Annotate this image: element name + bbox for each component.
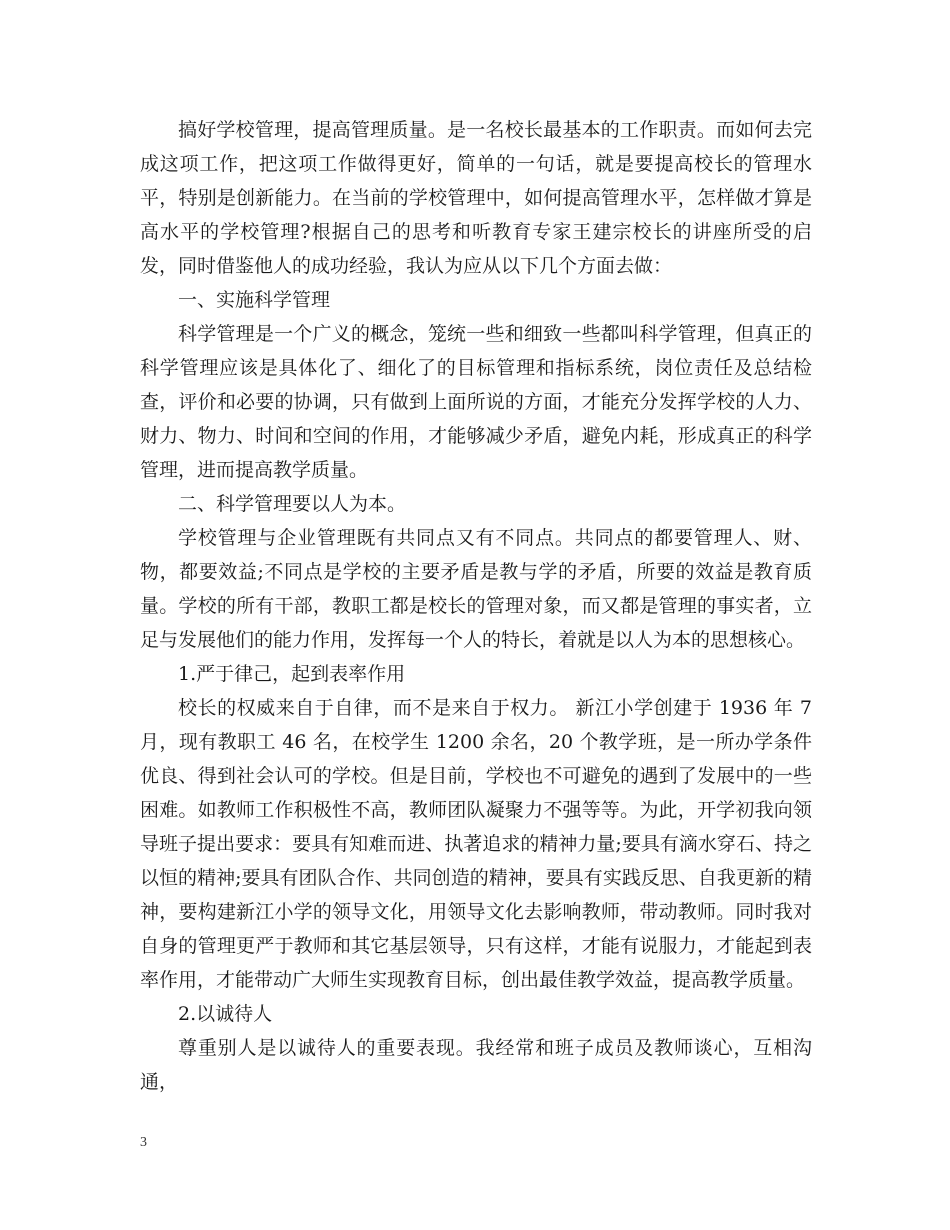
section-heading-1: 一、实施科学管理	[178, 289, 331, 311]
paragraph-intro: 搞好学校管理，提高管理质量。是一名校长最基本的工作职责。而如何去完成这项工作，把这项工作做得更好，简单的一句话，就是要提高校长的管理水平，特别是创新能力。在当前的学校管理中，如何提高管理水平，怎样做才算是高水平的学校管理?根据自己的思考和听教育专家王建宗校长的讲座所受的启发，同时借鉴他人的成功经验，我认为应从以下几个方面去做：	[140, 119, 812, 277]
paragraph-self-discipline: 校长的权威来自于自律，而不是来自于权力。 新江小学创建于 1936 年 7 月，现有教职工 46 名，在校学生 1200 余名，20 个教学班，是一所办学条件优良、得到社会认可的学校。但是目前，学校也不可避免的遇到了发展中的一些困难。如教师工作积极性不高，教师团队凝聚力不强等等。为此，开学初我向领导班子提出要求：要具有知难而进、执著追求的精神力量;要具有滴水穿石、持之以恒的精神;要具有团队合作、共同创造的精神，要具有实践反思、自我更新的精神，要构建新江小学的领导文化，用领导文化去影响教师，带动教师。同时我对自身的管理更严于教师和其它基层领导，只有这样，才能有说服力，才能起到表率作用，才能带动广大师生实现教育目标，创出最佳教学效益，提高教学质量。	[140, 697, 812, 991]
subheading-1: 1.严于律己，起到表率作用	[178, 663, 406, 685]
body-text	[140, 113, 812, 1099]
page-number: 3	[140, 1135, 147, 1150]
paragraph-sincerity: 尊重别人是以诚待人的重要表现。我经常和班子成员及教师谈心，互相沟通，	[140, 1037, 812, 1093]
paragraph-scientific-management: 科学管理是一个广义的概念，笼统一些和细致一些都叫科学管理，但真正的科学管理应该是具体化了、细化了的目标管理和指标系统，岗位责任及总结检查，评价和必要的协调，只有做到上面所说的方面，才能充分发挥学校的人力、财力、物力、时间和空间的作用，才能够减少矛盾，避免内耗，形成真正的科学管理，进而提高教学质量。	[140, 323, 812, 481]
paragraph-people-oriented: 学校管理与企业管理既有共同点又有不同点。共同点的都要管理人、财、物，都要效益;不同点是学校的主要矛盾是教与学的矛盾，所要的效益是教育质量。学校的所有干部，教职工都是校长的管理对象，而又都是管理的事实者，立足与发展他们的能力作用，发挥每一个人的特长，着就是以人为本的思想核心。	[140, 527, 812, 651]
section-heading-2: 二、科学管理要以人为本。	[178, 493, 407, 515]
subheading-2: 2.以诚待人	[178, 1003, 273, 1025]
